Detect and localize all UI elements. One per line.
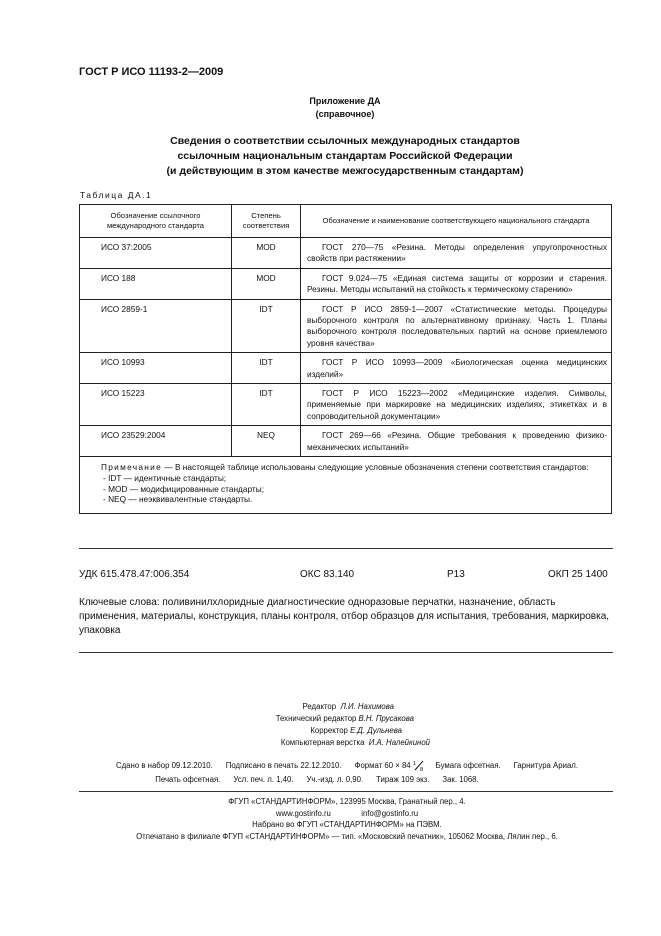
oks-code: ОКС 83.140 [300,569,355,580]
udk-code: УДК 615.478.47:006.354 [79,569,190,580]
column-header-degree: Степень соответствия [232,205,301,238]
annex-heading-line: ссылочным национальным стандартам Российской Федерации [177,150,513,162]
imprint-publisher-sheets: Уч.-изд. л. 0,90. [306,775,364,784]
reference-standard: ИСО 23529:2004 [80,426,232,457]
degree-of-correspondence: IDT [232,353,301,384]
fraction-numerator: 1 [412,761,416,767]
imprint-print-sheets: Усл. печ. л. 1,40. [233,775,294,784]
degree-of-correspondence: IDT [232,384,301,426]
fraction-denominator: 8 [419,767,423,771]
imprint-signed-date: Подписано в печать 22.12.2010. [225,761,342,770]
national-standard: ГОСТ 9.024—75 «Единая система защиты от коррозии и старения. Резины. Методы испытаний на стойкость к термическому старению» [301,268,612,299]
note-head: Примечание [101,462,163,473]
national-standard: ГОСТ Р ИСО 15223—2002 «Медицинские изделия. Символы, применяемые при маркировке на медицинских изделиях, этикетках и в сопроводительной документации» [301,384,612,426]
annex-heading-line: (и действующим в этом качестве межгосударственным стандартам) [166,165,524,177]
table-row [80,268,612,299]
national-standard: ГОСТ Р ИСО 10993—2009 «Биологическая оценка медицинских изделий» [301,353,612,384]
publisher-contacts [79,808,615,820]
print-imprint [79,759,615,787]
annex-heading [79,134,611,179]
table-note [80,457,612,514]
degree-of-correspondence: NEQ [232,426,301,457]
publisher-address: ФГУП «СТАНДАРТИНФОРМ», 123995 Москва, Гранатный пер., 4. [228,797,466,806]
correspondence-table [79,204,612,514]
note-item: - MOD — модифицированные стандарты; [103,483,265,494]
publisher-info [79,796,615,842]
table-row [80,426,612,457]
imprint-typeface: Гарнитура Ариал. [513,761,578,770]
reference-standard: ИСО 2859-1 [80,299,232,353]
reference-standard: ИСО 10993 [80,353,232,384]
imprint-format: Формат 60 × 84 [354,761,411,770]
divider [79,548,613,549]
typesetting-note: Набрано во ФГУП «СТАНДАРТИНФОРМ» на ПЭВМ. [252,820,442,829]
imprint-paper: Бумага офсетная. [435,761,501,770]
printing-note: Отпечатано в филиале ФГУП «СТАНДАРТИНФОРМ» — тип. «Московский печатник», 105062 Москва, Лялин пер., 6. [136,831,558,841]
table-header-row [80,205,612,238]
publisher-email[interactable]: info@gostinfo.ru [361,808,419,818]
column-header-reference: Обозначение ссылочного международного стандарта [80,205,232,238]
annex-title: Приложение ДА [309,96,381,106]
divider [79,791,613,792]
fraction-one-eighth [413,760,425,770]
okp-code: ОКП 25 1400 [548,569,608,580]
credit-role: Корректор [310,726,348,735]
national-standard: ГОСТ Р ИСО 2859-1—2007 «Статистические методы. Процедуры выборочного контроля по альтернативному признаку. Часть 1. Планы выборочного контроля последовательных партий на основе приемлемого уровня качества» [301,299,612,353]
degree-of-correspondence: MOD [232,238,301,269]
credit-line [170,701,430,713]
divider [79,652,613,653]
degree-of-correspondence: IDT [232,299,301,353]
annex-subtitle: (справочное) [315,109,375,119]
group-code: Р13 [447,569,465,580]
table-row [80,238,612,269]
credit-name: И.А. Налейкиной [368,738,430,747]
credit-role: Технический редактор [275,714,357,723]
note-intro [86,462,605,473]
imprint-line [79,759,615,773]
reference-standard: ИСО 15223 [80,384,232,426]
note-text: — В настоящей таблице использованы следующие условные обозначения степени соответствия стандартов: [162,462,589,473]
annex-heading-line: Сведения о соответствии ссылочных международных стандартов [170,135,520,147]
reference-standard: ИСО 188 [80,268,232,299]
credit-line [170,713,430,725]
degree-of-correspondence: MOD [232,268,301,299]
imprint-circulation: Тираж 109 экз. [376,775,430,784]
credit-name: Л.И. Нахимова [340,702,394,711]
national-standard: ГОСТ 269—66 «Резина. Общие требования к проведению физико-механических испытаний» [301,426,612,457]
reference-standard: ИСО 37:2005 [80,238,232,269]
keywords: Ключевые слова: поливинилхлоридные диагностические одноразовые перчатки, назначение, область применения, материалы, конструкция, планы контроля, отбор образцов для испытания, требования, маркировка, упаковка [79,597,610,636]
credit-role: Компьютерная верстка [280,738,365,747]
note-item: - IDT — идентичные стандарты; [103,472,227,483]
document-code: ГОСТ Р ИСО 11193-2—2009 [79,66,224,78]
imprint-line [79,773,615,787]
publisher-website[interactable]: www.gostinfo.ru [275,808,331,818]
table-row [80,384,612,426]
table-note-row [80,457,612,514]
note-item: - NEQ — неэквивалентные стандарты. [103,494,253,505]
credit-name: В.Н. Прусакова [358,714,414,723]
editorial-credits [170,701,430,749]
table-row [80,299,612,353]
credit-role: Редактор [302,702,337,711]
imprint-typeset-date: Сдано в набор 09.12.2010. [116,761,213,770]
table-label: Таблица ДА.1 [80,190,153,200]
credit-name: Е.Д. Дульнева [350,726,402,735]
imprint-order: Зак. 1068. [442,775,479,784]
national-standard: ГОСТ 270—75 «Резина. Методы определения упругопрочностных свойств при растяжении» [301,238,612,269]
credit-line [170,737,430,749]
credit-line [170,725,430,737]
imprint-print-type: Печать офсетная. [155,775,221,784]
column-header-national: Обозначение и наименование соответствующего национального стандарта [301,205,612,238]
table-row [80,353,612,384]
